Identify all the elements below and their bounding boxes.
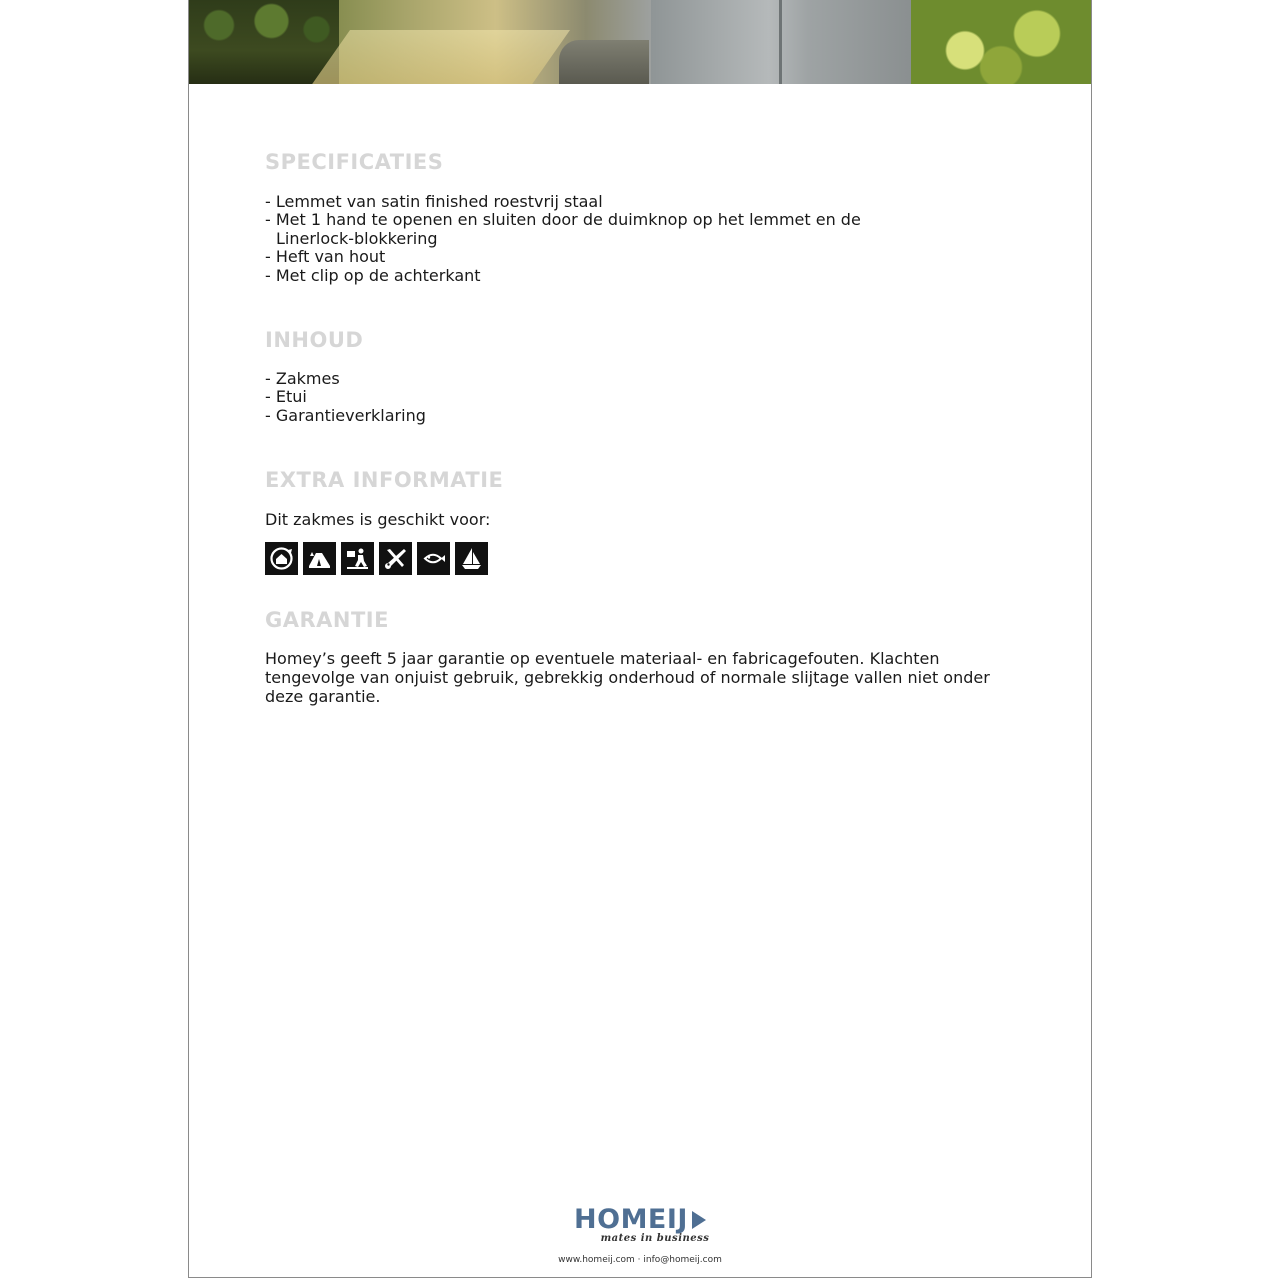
list-item: - Garantieverklaring xyxy=(265,405,426,425)
plant-pots xyxy=(189,0,339,84)
bush xyxy=(911,0,1091,84)
home-hobby-icon xyxy=(265,542,298,575)
camping-tent-icon xyxy=(303,542,336,575)
list-item: - Heft van hout xyxy=(265,247,386,267)
extra-informatie-text: Dit zakmes is geschikt voor: xyxy=(265,510,491,529)
hiking-icon xyxy=(341,542,374,575)
tools-icon xyxy=(379,542,412,575)
usage-icons xyxy=(265,542,488,575)
list-item: - Met clip op de achterkant xyxy=(265,265,481,285)
person-trousers xyxy=(651,0,913,84)
sailing-icon xyxy=(455,542,488,575)
fishing-icon xyxy=(417,542,450,575)
inhoud-list xyxy=(265,370,426,425)
contact-line: www.homeij.com · info@homeij.com xyxy=(558,1255,722,1265)
header-photo xyxy=(189,0,1091,84)
list-item: Linerlock-blokkering xyxy=(276,228,438,248)
play-triangle-icon xyxy=(692,1211,706,1229)
list-item: - Met 1 hand te openen en sluiten door de duimknop op het lemmet en de xyxy=(265,210,861,230)
inhoud-heading: INHOUD xyxy=(265,328,364,352)
wheelbarrow xyxy=(559,40,649,84)
garantie-heading: GARANTIE xyxy=(265,608,389,632)
specificaties-heading: SPECIFICATIES xyxy=(265,150,444,174)
extra-informatie-heading: EXTRA INFORMATIE xyxy=(265,468,504,492)
list-item: - Zakmes xyxy=(265,369,340,388)
logo-tagline: mates in business xyxy=(600,1233,710,1244)
logo-wordmark: HOMEIJ xyxy=(574,1204,688,1235)
homeij-logo xyxy=(189,1204,1091,1244)
specificaties-list xyxy=(265,193,861,285)
list-item: - Lemmet van satin finished roestvrij staal xyxy=(265,192,603,211)
list-item: - Etui xyxy=(265,387,307,407)
garden-path xyxy=(308,30,570,84)
garantie-text: Homey’s geeft 5 jaar garantie op eventuele materiaal- en fabricagefouten. Klachten tengevolge van onjuist gebruik, gebrekkig onderhoud of normale slijtage vallen niet onder deze garantie. xyxy=(265,649,990,706)
product-sheet-page xyxy=(188,0,1092,1278)
